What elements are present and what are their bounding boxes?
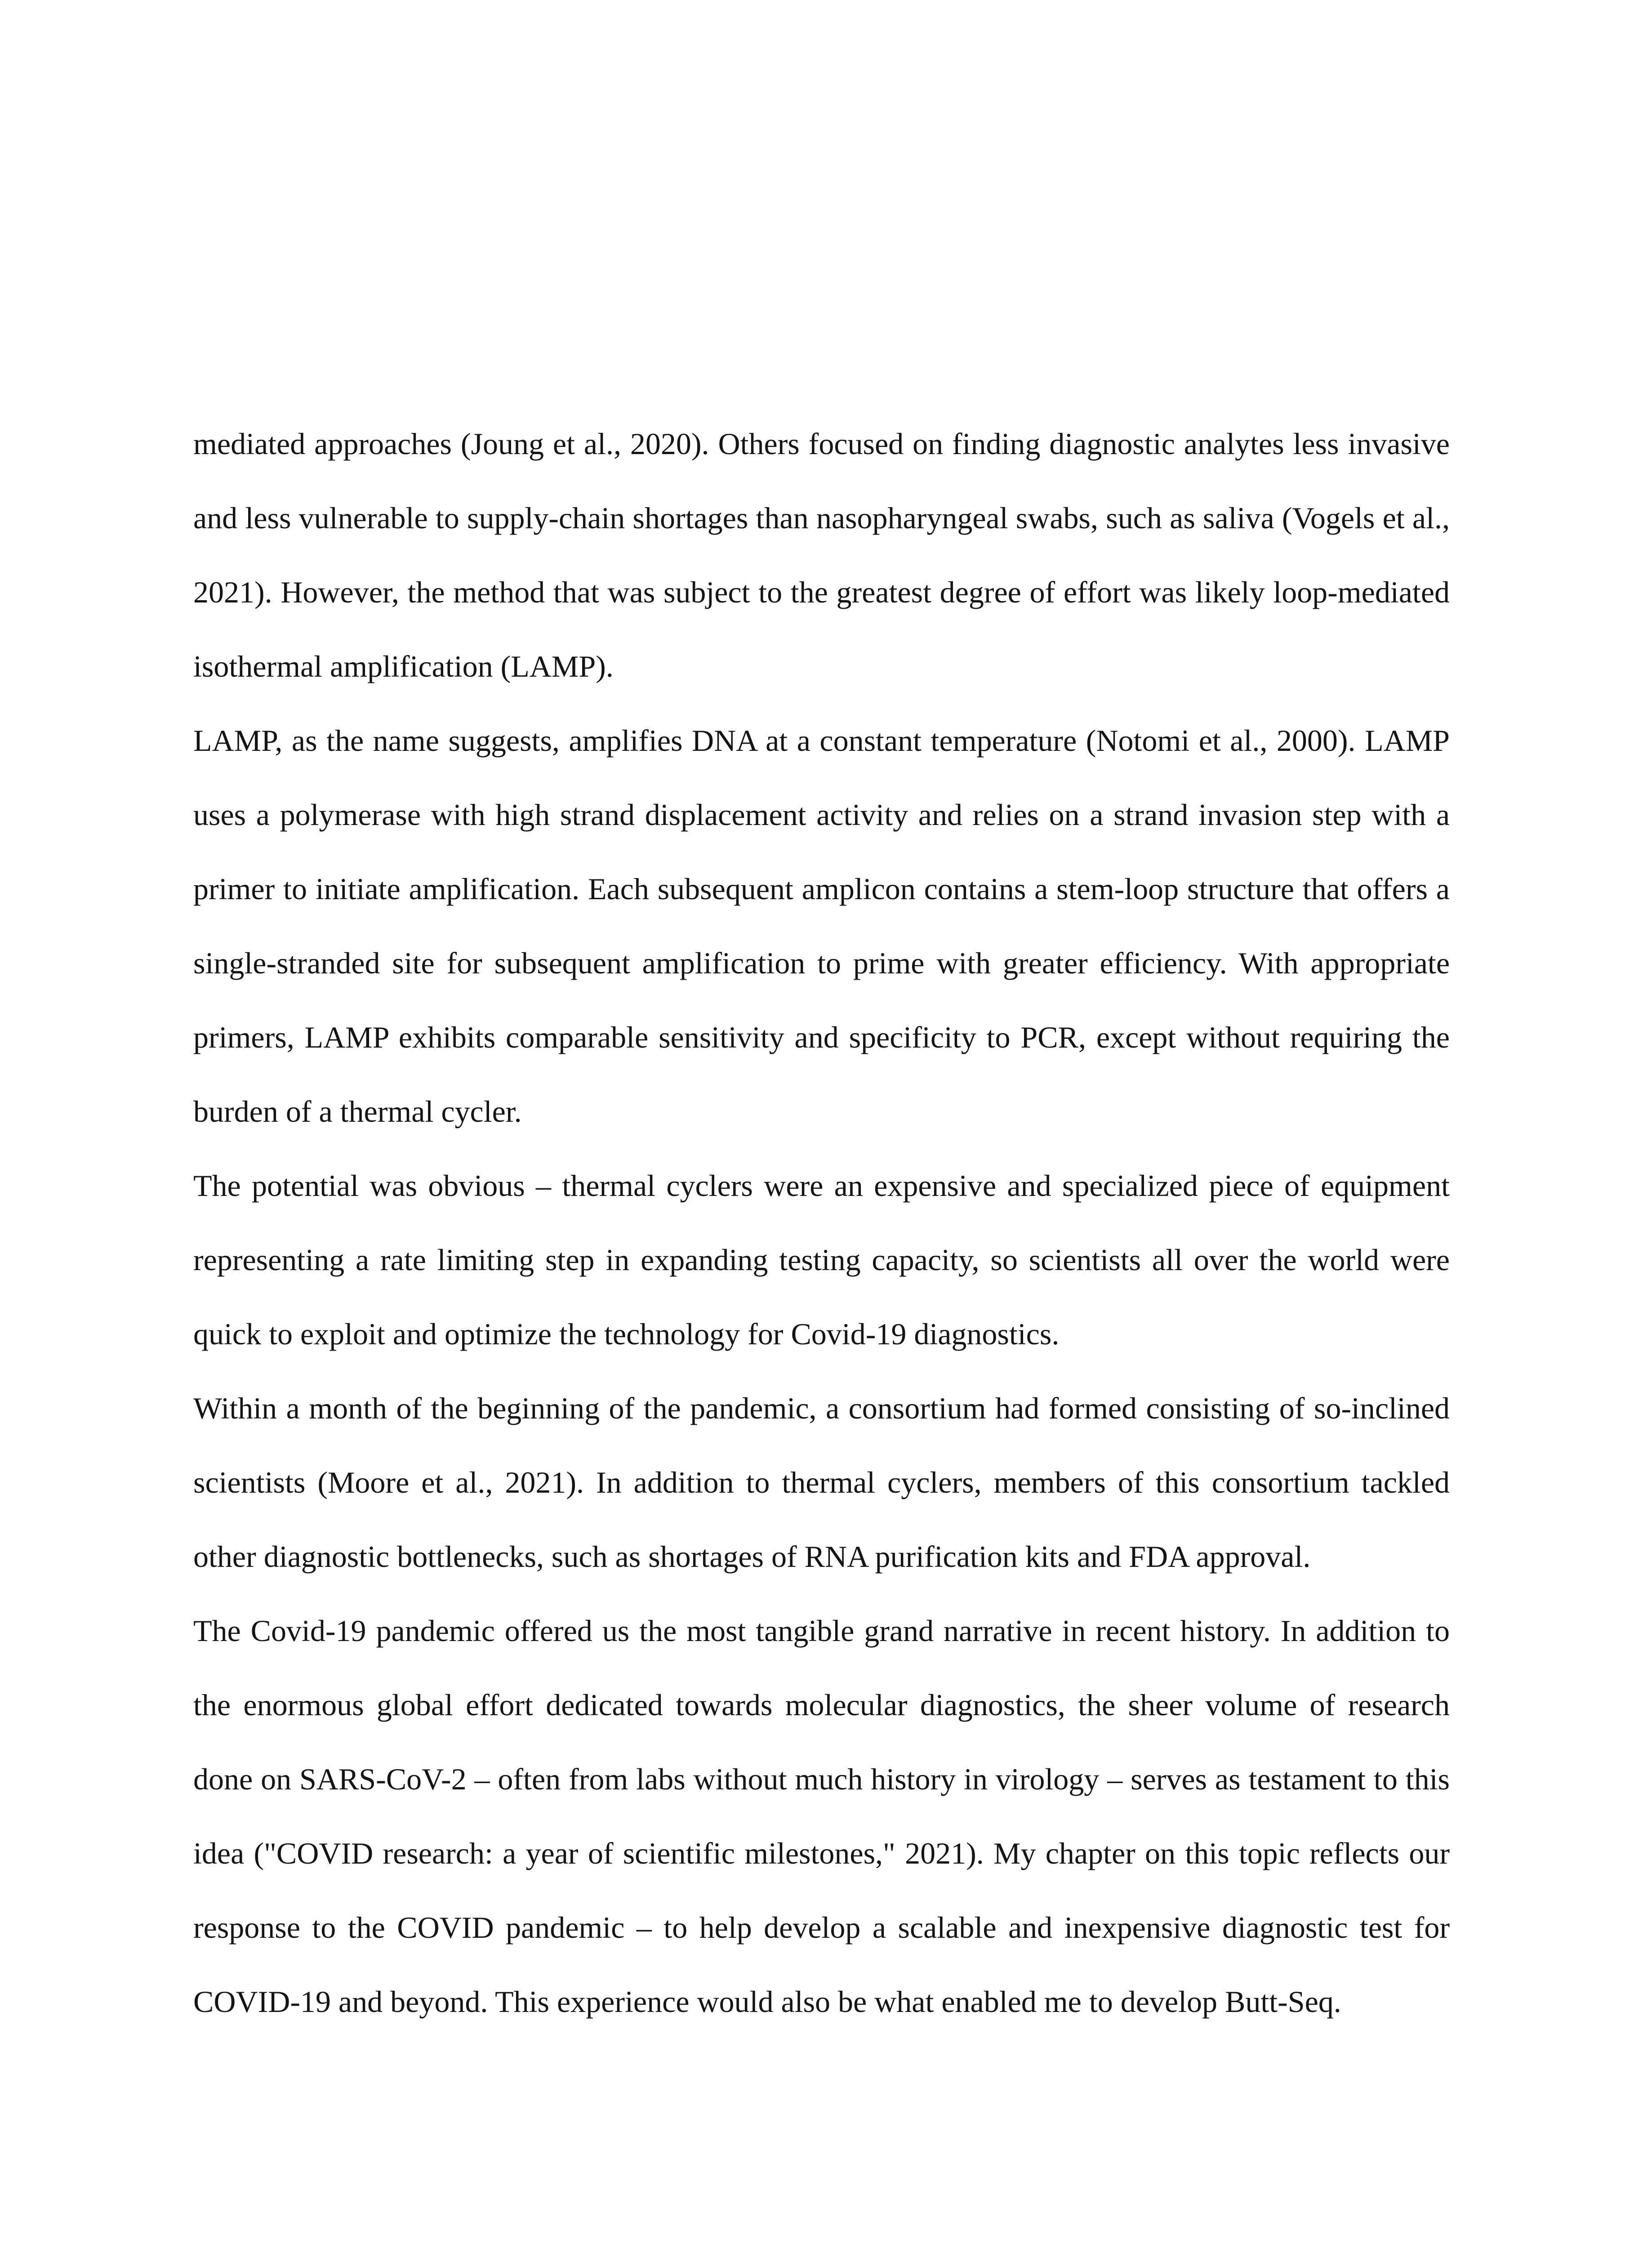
body-text [193, 407, 1450, 2039]
paragraph-potential: The potential was obvious – thermal cyclers were an expensive and specialized piece of equipment representing a rate limiting step in expanding testing capacity, so scientists all over the world were quick to exploit and optimize the technology for Covid-19 diagnostics. [193, 1169, 1450, 1351]
paragraph-consortium: Within a month of the beginning of the pandemic, a consortium had formed consisting of so-inclined scientists (Moore et al., 2021). In addition to thermal cyclers, members of this consortium tackled other diagnostic bottlenecks, such as shortages of RNA purification kits and FDA approval. [193, 1391, 1450, 1574]
paragraph-covid-narrative: The Covid-19 pandemic offered us the most tangible grand narrative in recent history. In addition to the enormous global effort dedicated towards molecular diagnostics, the sheer volume of research done on SARS-CoV-2 – often from labs without much history in virology – serves as testament to this idea ("COVID research: a year of scientific milestones," 2021). My chapter on this topic reflects our response to the COVID pandemic – to help develop a scalable and inexpensive diagnostic test for COVID-19 and beyond. This experience would also be what enabled me to develop Butt-Seq. [193, 1614, 1450, 2019]
paragraph-approaches: mediated approaches (Joung et al., 2020). Others focused on finding diagnostic analytes less invasive and less vulnerable to supply-chain shortages than nasopharyngeal swabs, such as saliva (Vogels et al., 2021). However, the method that was subject to the greatest degree of effort was likely loop-mediated isothermal amplification (LAMP). [193, 427, 1450, 683]
paragraph-lamp-description: LAMP, as the name suggests, amplifies DNA at a constant temperature (Notomi et al., 2000). LAMP uses a polymerase with high strand displacement activity and relies on a strand invasion step with a primer to initiate amplification. Each subsequent amplicon contains a stem-loop structure that offers a single-stranded site for subsequent amplification to prime with greater efficiency. With appropriate primers, LAMP exhibits comparable sensitivity and specificity to PCR, except without requiring the burden of a thermal cycler. [193, 723, 1450, 1128]
